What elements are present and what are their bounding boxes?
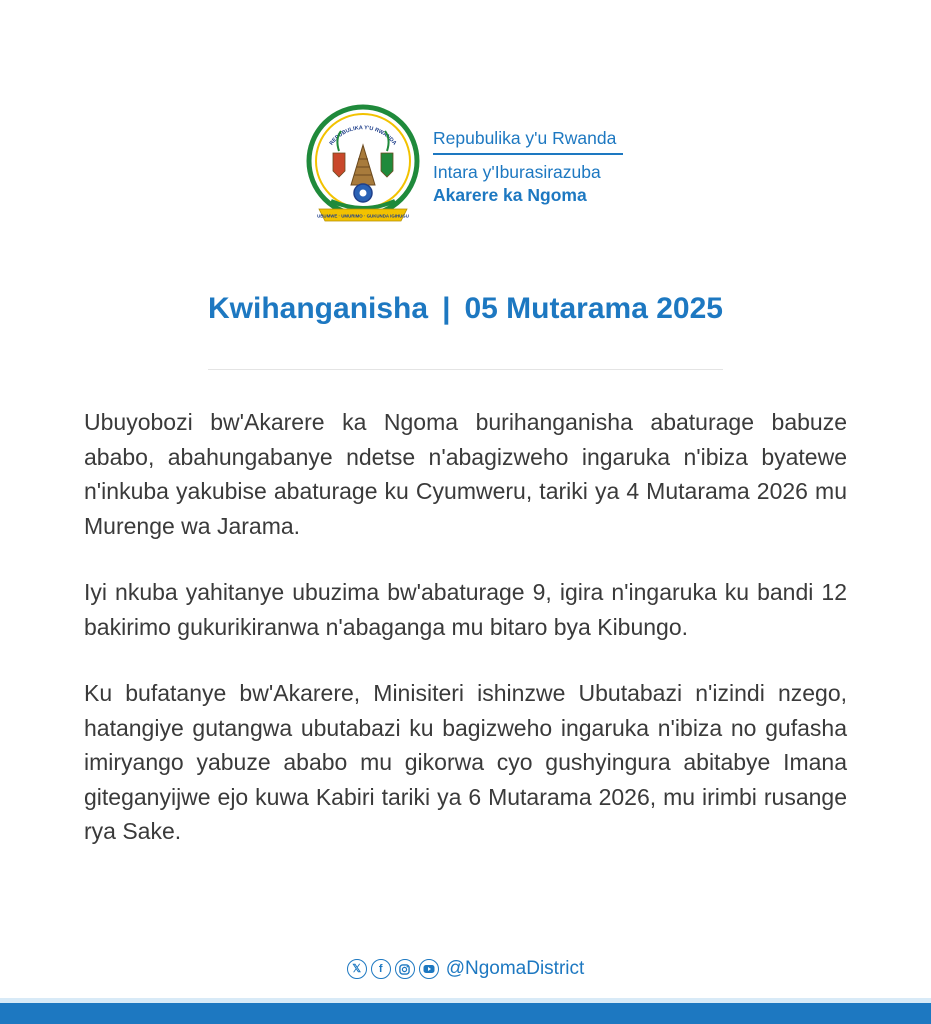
province-name: Intara y'Iburasirazuba [433, 161, 601, 182]
instagram-icon[interactable] [395, 959, 415, 979]
org-divider [433, 153, 623, 155]
x-icon[interactable]: 𝕏 [347, 959, 367, 979]
district-name: Akarere ka Ngoma [433, 184, 587, 205]
title-divider [208, 369, 723, 370]
footer [0, 958, 931, 988]
seal-bottom-text: UBUMWE · UMURIMO · GUKUNDA IGIHUGU [317, 213, 409, 219]
rwanda-seal-icon [305, 103, 421, 228]
youtube-icon[interactable] [419, 959, 439, 979]
header [305, 103, 635, 228]
paragraph-support: Ku bufatanye bw'Akarere, Minisiteri ishinzwe Ubutabazi n'izindi nzego, hatangiye gutangwa ubutabazi ku bagizweho ingaruka n'ibiza no gufasha imiryango yabuze ababo mu gikorwa cyo gushyingura abitabye Imana giteganyijwe ejo kuwa Kabiri tariki ya 6 Mutarama 2026, mu irimbi rusange rya Sake. [84, 680, 847, 844]
page-title [0, 292, 931, 326]
statement-body [84, 405, 847, 881]
country-name: Repubulika y'u Rwanda [433, 128, 617, 148]
social-links [347, 958, 585, 980]
seal-top-text: REPUBULIKA Y'U RWANDA [328, 125, 398, 147]
title-separator: | [442, 292, 451, 325]
title-label: Kwihanganisha [208, 292, 429, 325]
footer-band [0, 1003, 931, 1024]
title-date: 05 Mutarama 2025 [464, 292, 723, 325]
paragraph-casualties: Iyi nkuba yahitanye ubuzima bw'abaturage 9, igira n'ingaruka ku bandi 12 bakirimo gukurikiranwa n'abaganga mu bitaro bya Kibungo. [84, 579, 847, 640]
facebook-icon[interactable]: f [371, 959, 391, 979]
organization-block [433, 127, 633, 207]
social-handle[interactable]: @NgomaDistrict [445, 958, 585, 979]
paragraph-condolence: Ubuyobozi bw'Akarere ka Ngoma burihanganisha abaturage babuze ababo, abahungabanye ndetse n'abagizweho ingaruka n'ibiza byatewe n'inkuba yakubise abaturage ku Cyumweru, tariki ya 4 Mutarama 2026 mu Murenge wa Jarama. [84, 409, 847, 539]
